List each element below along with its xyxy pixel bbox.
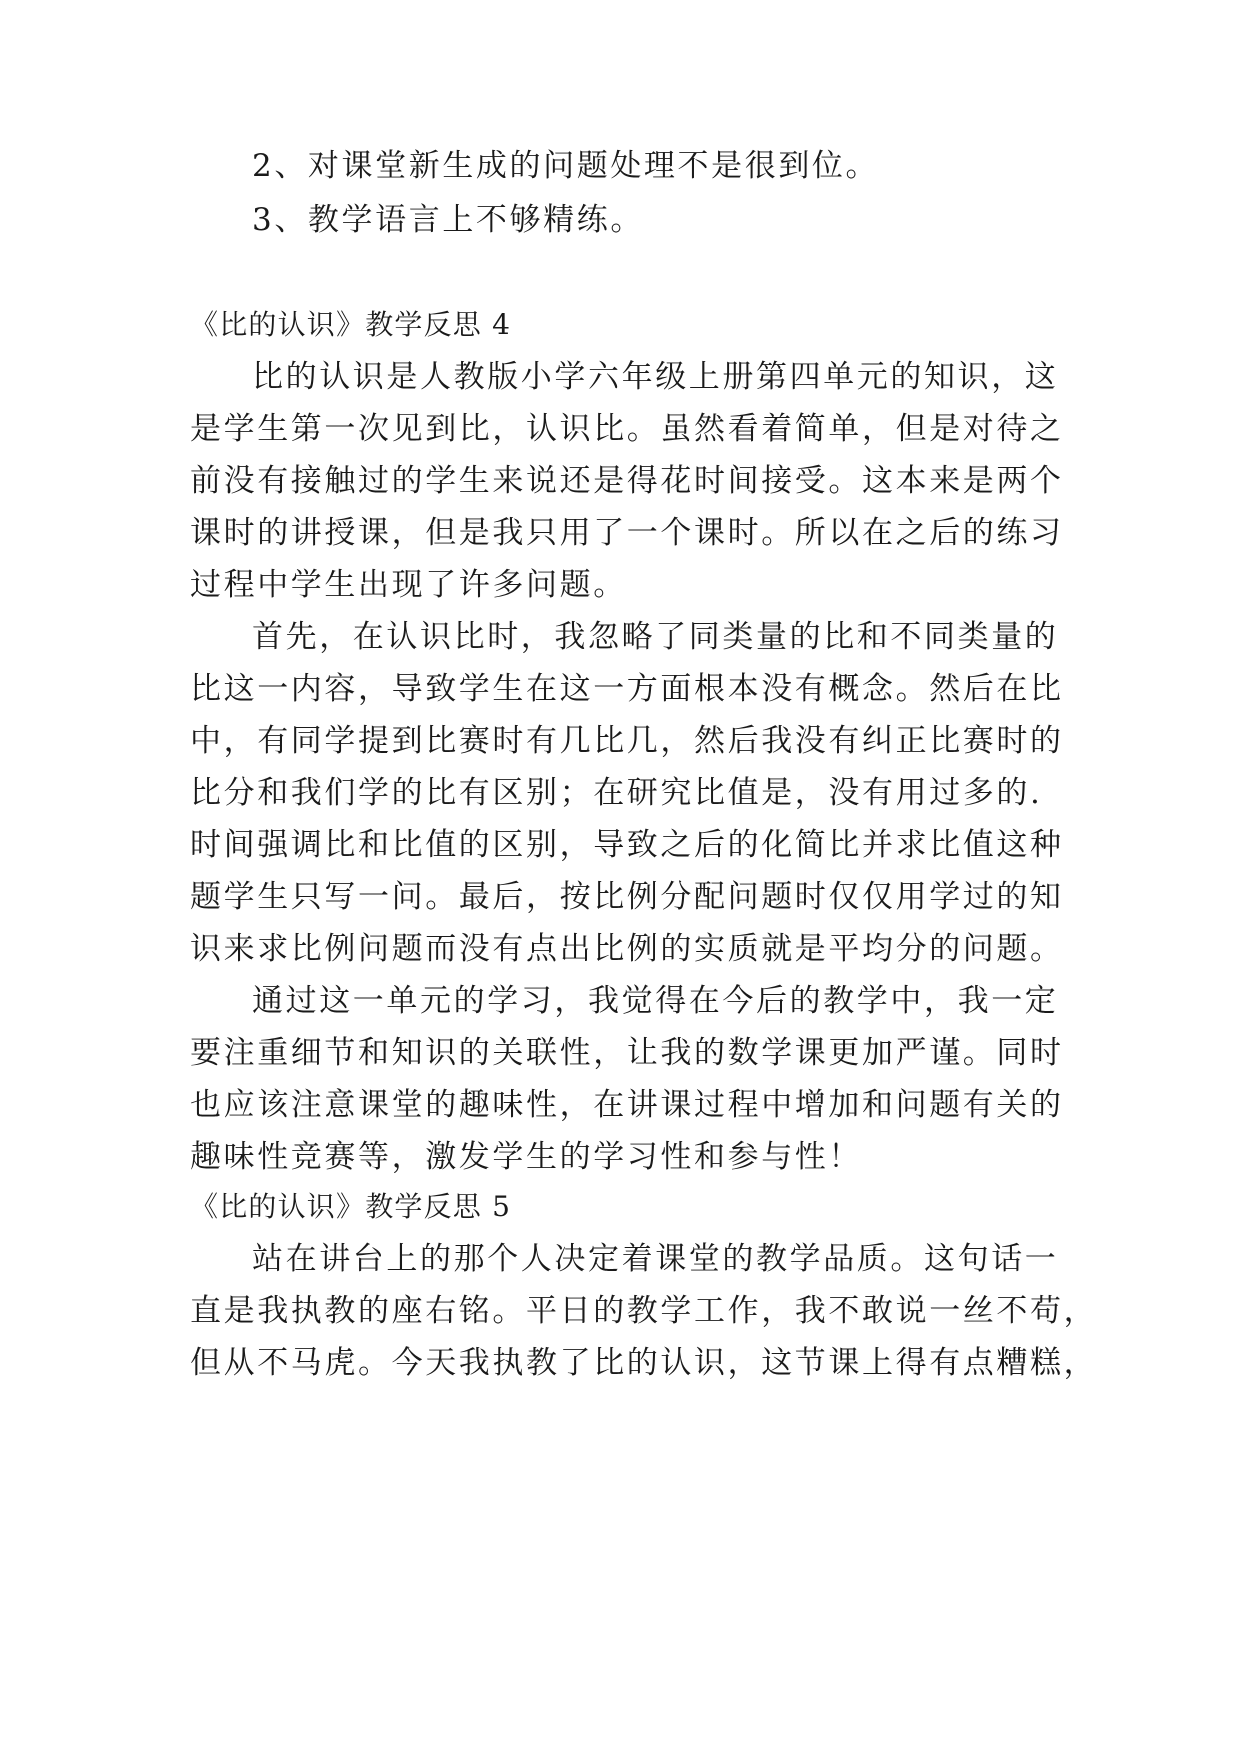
paragraph-line: 识来求比例问题而没有点出比例的实质就是平均分的问题。 (190, 931, 1064, 967)
list-item: 3、教学语言上不够精练。 (252, 202, 644, 238)
section-title: 《比的认识》教学反思 4 (190, 308, 512, 341)
paragraph-line: 首先，在认识比时，我忽略了同类量的比和不同类量的 (252, 619, 1059, 655)
paragraph-line: 比这一内容，导致学生在这一方面根本没有概念。然后在比 (190, 671, 1064, 707)
paragraph-line: 趣味性竞赛等，激发学生的学习性和参与性！ (190, 1139, 862, 1175)
paragraph-line: 要注重细节和知识的关联性，让我的数学课更加严谨。同时 (190, 1035, 1064, 1071)
paragraph-line: 但从不马虎。今天我执教了比的认识，这节课上得有点糟糕， (190, 1345, 1098, 1381)
paragraph-line: 中，有同学提到比赛时有几比几，然后我没有纠正比赛时的 (190, 723, 1064, 759)
paragraph-line: 也应该注意课堂的趣味性，在讲课过程中增加和问题有关的 (190, 1087, 1064, 1123)
paragraph-line: 是学生第一次见到比，认识比。虽然看着简单，但是对待之 (190, 411, 1064, 447)
section-title: 《比的认识》教学反思 5 (190, 1190, 512, 1223)
paragraph-line: 站在讲台上的那个人决定着课堂的教学品质。这句话一 (252, 1241, 1059, 1277)
paragraph-line: 时间强调比和比值的区别，导致之后的化简比并求比值这种 (190, 827, 1064, 863)
paragraph-line: 直是我执教的座右铭。平日的教学工作，我不敢说一丝不苟， (190, 1293, 1098, 1329)
paragraph-line: 过程中学生出现了许多问题。 (190, 567, 627, 603)
paragraph-line: 题学生只写一问。最后，按比例分配问题时仅仅用学过的知 (190, 879, 1064, 915)
list-item: 2、对课堂新生成的问题处理不是很到位。 (252, 148, 880, 184)
paragraph-line: 比分和我们学的比有区别；在研究比值是，没有用过多的. (190, 775, 1043, 811)
paragraph-line: 通过这一单元的学习，我觉得在今后的教学中，我一定 (252, 983, 1059, 1019)
paragraph-line: 课时的讲授课，但是我只用了一个课时。所以在之后的练习 (190, 515, 1064, 551)
paragraph-line: 比的认识是人教版小学六年级上册第四单元的知识，这 (252, 359, 1059, 395)
paragraph-line: 前没有接触过的学生来说还是得花时间接受。这本来是两个 (190, 463, 1064, 499)
